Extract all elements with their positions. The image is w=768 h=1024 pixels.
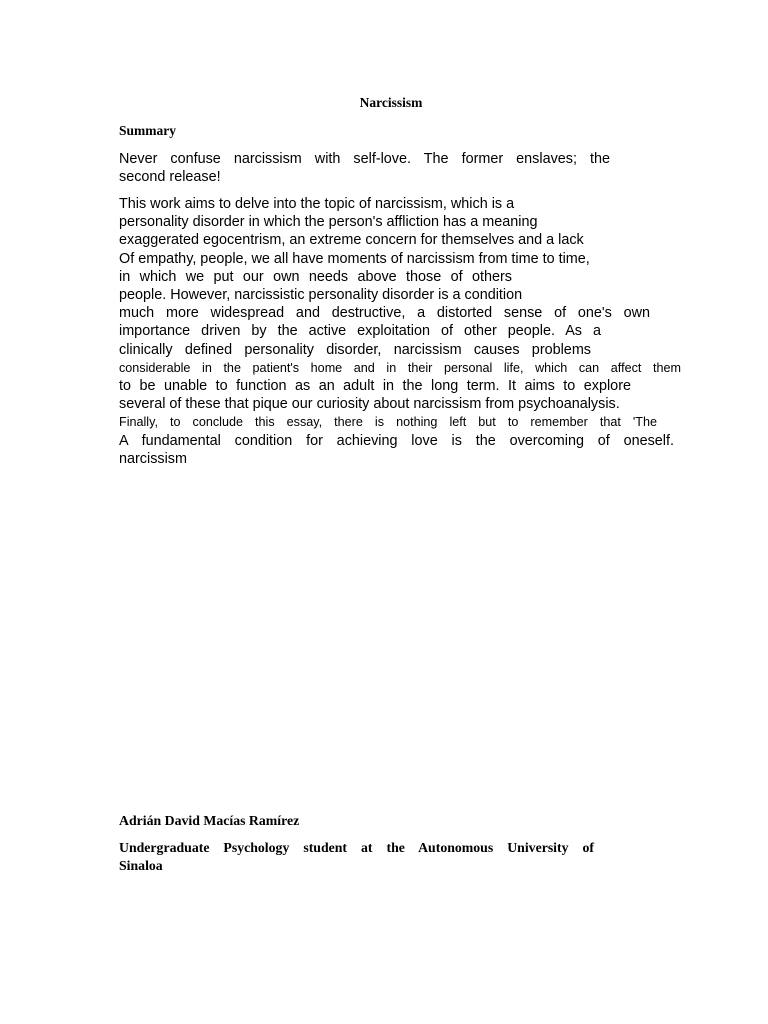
body-line: narcissism	[119, 450, 187, 467]
body-line: Finally, to conclude this essay, there is nothing left but to remember that 'The	[119, 415, 657, 430]
body-line: people. However, narcissistic personality disorder is a condition	[119, 287, 523, 304]
epigraph-line: Never confuse narcissism with self-love. The former enslaves; the	[119, 151, 610, 167]
body-line: A fundamental condition for achieving love is the overcoming of oneself.	[119, 432, 674, 449]
body-line: importance driven by the active exploitation of other people. As a	[119, 323, 601, 340]
body-line: several of these that pique our curiosity about narcissism from psychoanalysis.	[119, 396, 620, 413]
epigraph-line: second release!	[119, 169, 221, 186]
body-line: in which we put our own needs above those of others	[119, 268, 512, 285]
body-line: to be unable to function as an adult in the long term. It aims to explore	[119, 378, 631, 395]
author-name: Adrián David Macías Ramírez	[119, 813, 300, 828]
body-line: exaggerated egocentrism, an extreme concern for themselves and a lack	[119, 232, 584, 249]
body-line: Of empathy, people, we all have moments of narcissism from time to time,	[119, 250, 590, 267]
summary-body	[119, 195, 681, 468]
affiliation-line: Sinaloa	[119, 858, 163, 873]
body-line: considerable in the patient's home and in their personal life, which can affect them	[119, 360, 681, 375]
body-line: This work aims to delve into the topic of narcissism, which is a	[119, 196, 515, 212]
author-affiliation	[119, 839, 594, 875]
summary-heading: Summary	[119, 123, 176, 138]
summary-epigraph	[119, 150, 610, 186]
affiliation-line: Undergraduate Psychology student at the Autonomous University of	[119, 840, 594, 855]
body-line: personality disorder in which the person's affliction has a meaning	[119, 214, 538, 231]
body-line: clinically defined personality disorder, narcissism causes problems	[119, 341, 591, 358]
document-title: Narcissism	[359, 95, 423, 110]
body-line: much more widespread and destructive, a distorted sense of one's own	[119, 305, 650, 322]
